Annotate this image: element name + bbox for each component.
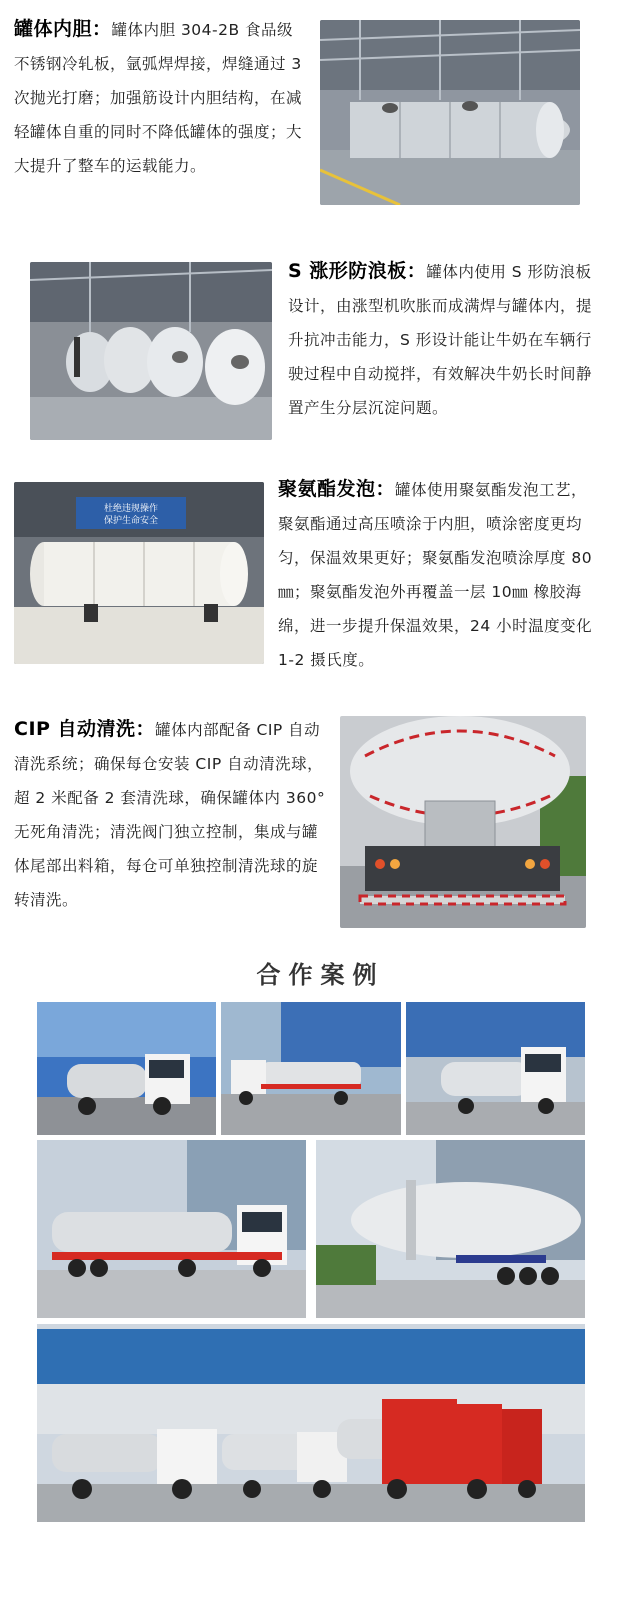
section-4-text	[14, 712, 326, 917]
case-photo-6	[37, 1324, 585, 1522]
case-photo-4	[37, 1140, 306, 1318]
safety-sign-line2: 保护生命安全	[103, 516, 159, 526]
case-photo-2	[221, 1002, 401, 1135]
section-1-body: 罐体内胆 304-2B 食品级不锈钢冷轧板，氩弧焊焊接，焊缝通过 3 次抛光打磨；加强筋设计内胆结构，在减轻罐体自重的同时不降低罐体的强度；大大提升了整车的运载能力。	[14, 21, 303, 175]
section-2-body: 罐体内使用 S 形防浪板设计，由涨型机吹胀而成满焊与罐体内，提升抗冲击能力，S 形设计能让牛奶在车辆行驶过程中自动搅拌，有效解决牛奶长时间静置产生分层沉淀问题。	[288, 263, 593, 417]
section-4-title: CIP 自动清洗：	[14, 718, 156, 740]
safety-sign-line1: 杜绝违规操作	[103, 504, 159, 514]
section-3-title: 聚氨酯发泡：	[278, 478, 396, 500]
case-photo-3	[406, 1002, 585, 1135]
section-1-title: 罐体内胆：	[14, 18, 112, 40]
section-4-body: 罐体内部配备 CIP 自动清洗系统；确保每仓安装 CIP 自动清洗球，超 2 米配备 2 套清洗球，确保罐体内 360° 无死角清洗；清洗阀门独立控制，集成与罐体尾部出料箱，每仓可单独控制清洗球的旋转清洗。	[14, 721, 326, 909]
case-photo-1	[37, 1002, 216, 1135]
foam-insulation-photo	[14, 482, 264, 664]
baffle-plate-photo	[30, 262, 272, 440]
section-3-body: 罐体使用聚氨酯发泡工艺，聚氨酯通过高压喷涂于内胆，喷涂密度更均匀，保温效果更好；聚氨酯发泡喷涂厚度 80㎜；聚氨酯发泡外再覆盖一层 10㎜ 橡胶海绵，进一步提升保温效果，24 小时温度变化 1-2 摄氏度。	[278, 481, 593, 669]
section-3-text	[278, 472, 594, 677]
section-1-text	[14, 12, 306, 183]
cases-title: 合作案例	[256, 961, 385, 989]
section-2-text	[288, 254, 592, 425]
case-photo-5	[316, 1140, 585, 1318]
cip-rear-view-photo	[340, 716, 586, 928]
section-2-title: S 涨形防浪板：	[288, 260, 427, 282]
tank-liner-photo	[320, 20, 580, 205]
